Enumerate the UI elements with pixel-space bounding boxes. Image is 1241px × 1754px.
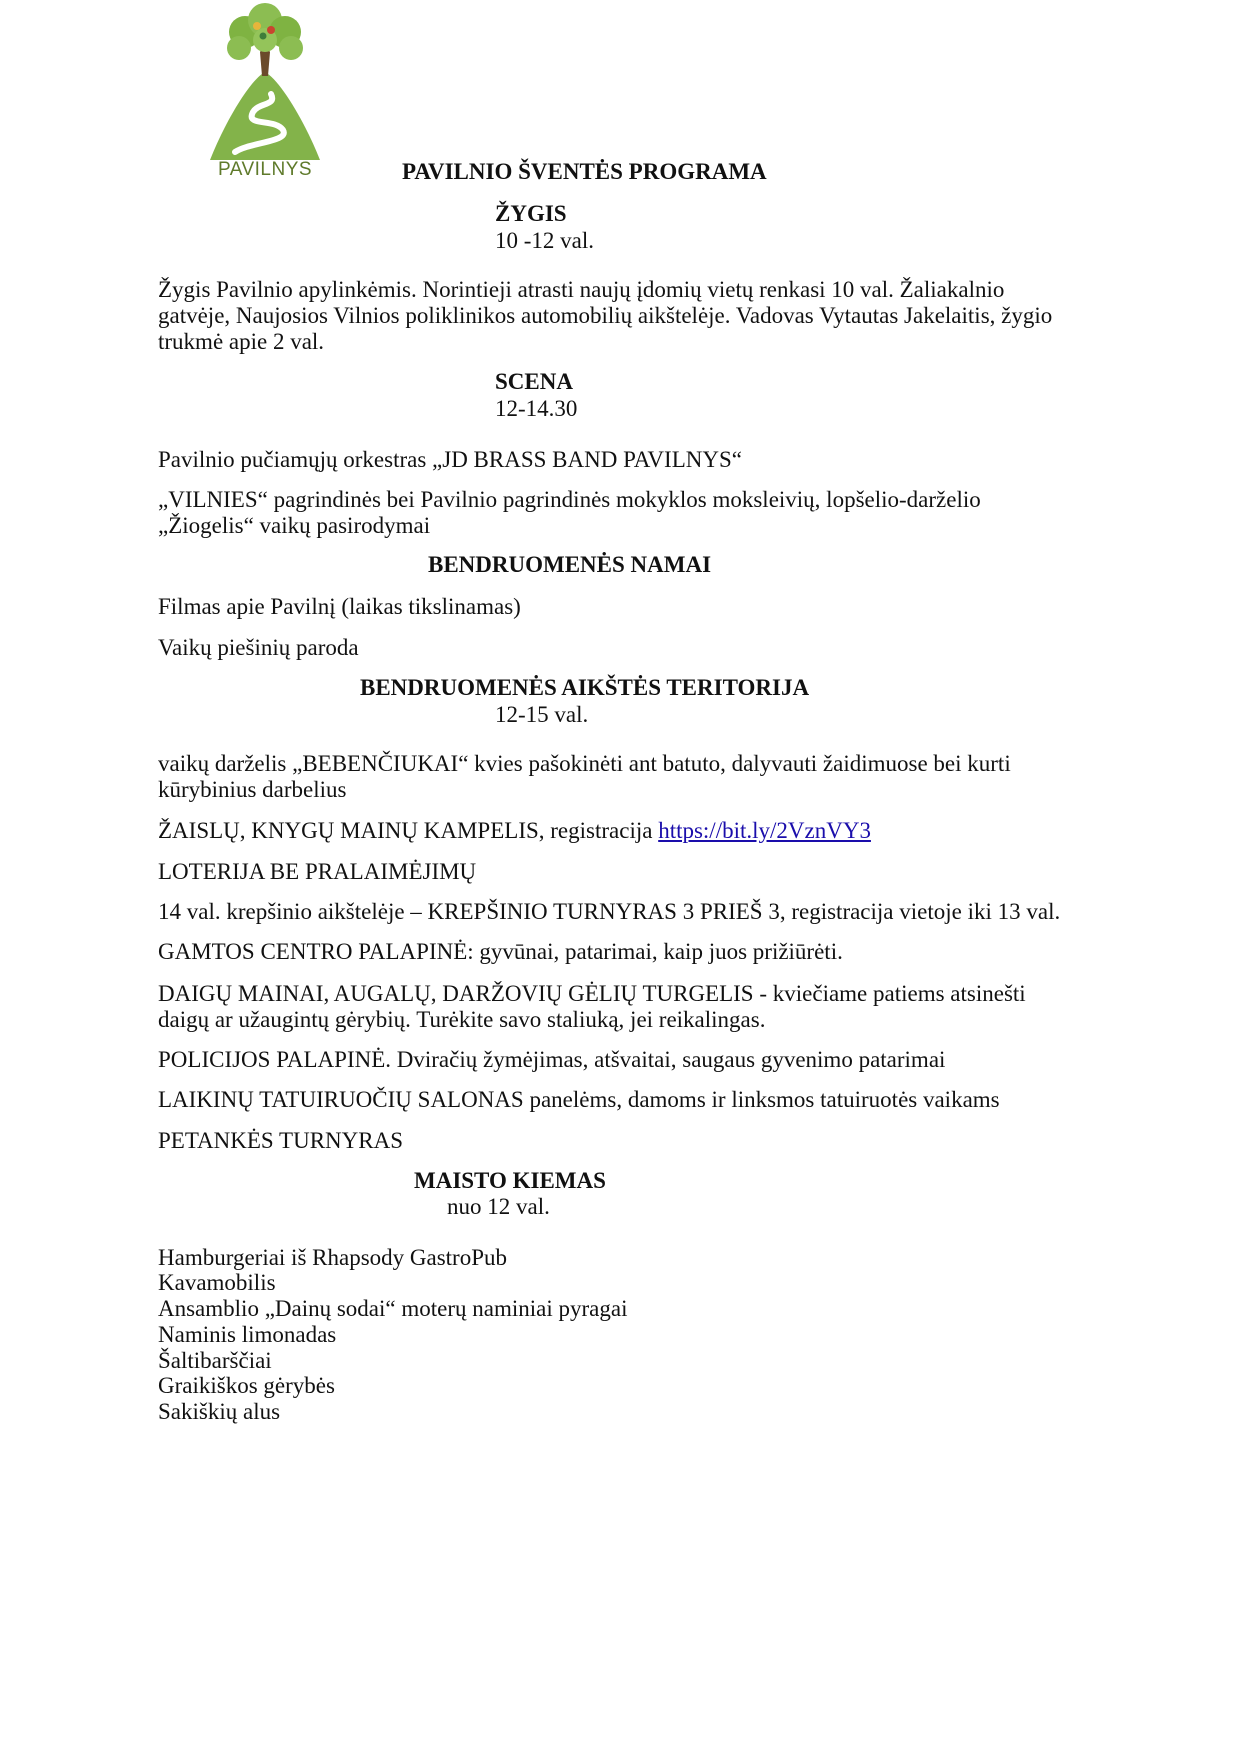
food-list-item: Hamburgeriai iš Rhapsody GastroPub [158,1245,508,1270]
namai-item: Vaikų piešinių paroda [158,635,359,660]
teritorija-item: daigų ar užaugintų gėrybių. Turėkite savo staliuką, jei reikalingas. [158,1007,766,1032]
teritorija-item: GAMTOS CENTRO PALAPINĖ: gyvūnai, patarimai, kaip juos prižiūrėti. [158,939,843,964]
page-title: PAVILNIO ŠVENTĖS PROGRAMA [402,159,767,184]
namai-item: Filmas apie Pavilnį (laikas tikslinamas) [158,594,521,619]
section-heading-zygis: ŽYGIS [495,201,567,226]
scena-item: Pavilnio pučiamųjų orkestras „JD BRASS BAND PAVILNYS“ [158,447,742,472]
section-heading-maistas: MAISTO KIEMAS [414,1168,606,1193]
food-list-item: Naminis limonadas [158,1322,337,1347]
zygis-text-line: gatvėje, Naujosios Vilnios poliklinikos automobilių aikštelėje. Vadovas Vytautas Jakelaitis, žygio [158,303,1053,328]
section-heading-namai: BENDRUOMENĖS NAMAI [428,552,712,577]
registration-link[interactable]: https://bit.ly/2VznVY3 [658,818,871,843]
teritorija-item-swap-corner [158,816,871,845]
section-time-maistas: nuo 12 val. [447,1194,550,1219]
teritorija-item: LOTERIJA BE PRALAIMĖJIMŲ [158,859,477,884]
section-time-teritorija: 12-15 val. [495,702,589,727]
scena-item: „Žiogelis“ vaikų pasirodymai [158,513,431,538]
food-list-item: Graikiškos gėrybės [158,1373,335,1398]
teritorija-item: LAIKINŲ TATUIRUOČIŲ SALONAS panelėms, damoms ir linksmos tatuiruotės vaikams [158,1087,1000,1112]
section-time-scena: 12-14.30 [495,396,578,421]
zygis-text-line: trukmė apie 2 val. [158,329,325,354]
swap-corner-text: ŽAISLŲ, KNYGŲ MAINŲ KAMPELIS, registracija [158,818,659,843]
teritorija-item: 14 val. krepšinio aikštelėje – KREPŠINIO TURNYRAS 3 PRIEŠ 3, registracija vietoje iki 13 val. [158,899,1061,924]
zygis-text-line: Žygis Pavilnio apylinkėmis. Norintieji atrasti naujų įdomių vietų renkasi 10 val. Žaliakalnio [158,277,1005,302]
food-list-item: Sakiškių alus [158,1399,281,1424]
section-time-zygis: 10 -12 val. [495,228,595,253]
teritorija-item: vaikų darželis „BEBENČIUKAI“ kvies pašokinėti ant batuto, dalyvauti žaidimuose bei kurti [158,751,1011,776]
section-heading-scena: SCENA [495,369,573,394]
logo-wordmark: PAVILNYS [217,159,313,180]
section-heading-teritorija: BENDRUOMENĖS AIKŠTĖS TERITORIJA [360,675,810,700]
teritorija-item: POLICIJOS PALAPINĖ. Dviračių žymėjimas, atšvaitai, saugaus gyvenimo patarimai [158,1047,946,1072]
teritorija-item: PETANKĖS TURNYRAS [158,1128,404,1153]
scena-item: „VILNIES“ pagrindinės bei Pavilnio pagrindinės mokyklos moksleivių, lopšelio-darželio [158,487,981,512]
tree-on-hill-icon [205,2,325,162]
teritorija-item: kūrybinius darbelius [158,777,347,802]
teritorija-item: DAIGŲ MAINAI, AUGALŲ, DARŽOVIŲ GĖLIŲ TURGELIS - kviečiame patiems atsinešti [158,981,1026,1006]
food-list-item: Ansamblio „Dainų sodai“ moterų naminiai pyragai [158,1296,628,1321]
food-list-item: Šaltibarščiai [158,1348,272,1373]
food-list-item: Kavamobilis [158,1270,276,1295]
pavilnys-logo [205,2,325,180]
